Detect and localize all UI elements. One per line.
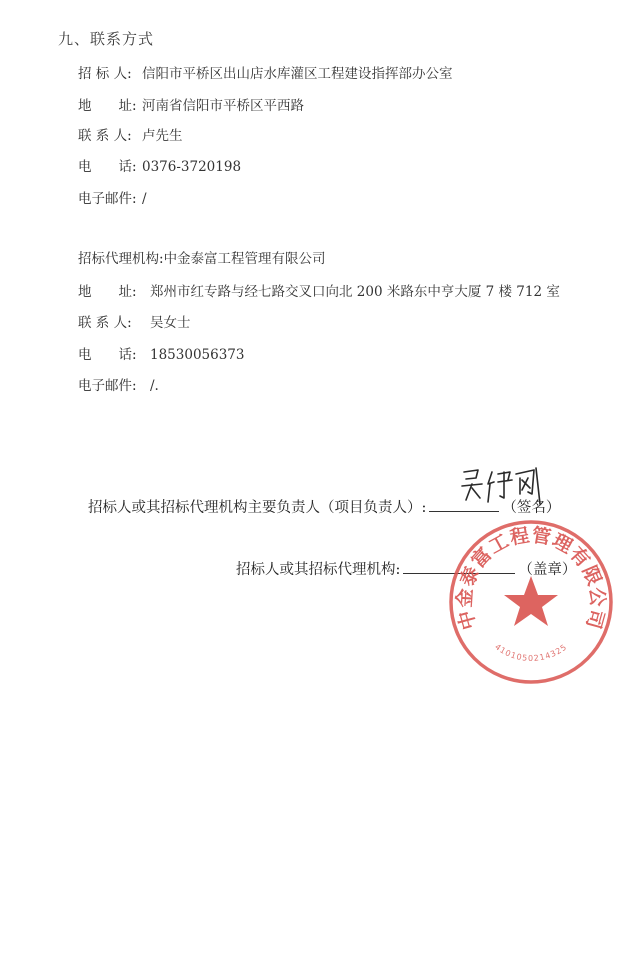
tenderer-name: 信阳市平桥区出山店水库灌区工程建设指挥部办公室 <box>142 66 453 82</box>
leader-signature-label: 招标人或其招标代理机构主要负责人（项目负责人）: <box>88 500 427 516</box>
section-title: 九、联系方式 <box>58 30 155 48</box>
agency-phone-label: 电 话: <box>78 347 137 363</box>
tenderer-address-label: 地 址: <box>78 98 137 114</box>
handwritten-signature <box>458 464 548 510</box>
seal-star-icon <box>504 576 558 626</box>
agency-contact: 吴女士 <box>150 315 191 331</box>
tenderer-address: 河南省信阳市平桥区平西路 <box>142 98 304 114</box>
agency-contact-label: 联 系 人: <box>78 315 132 331</box>
tenderer-email-label: 电子邮件: <box>78 191 137 207</box>
agency-email: /. <box>150 378 159 394</box>
org-seal-suffix: （盖章） <box>518 562 577 578</box>
tenderer-contact: 卢先生 <box>142 128 183 144</box>
tenderer-phone-label: 电 话: <box>78 159 137 175</box>
tenderer-contact-label: 联 系 人: <box>78 128 132 144</box>
company-seal-stamp <box>447 518 615 686</box>
tenderer-address-row <box>78 94 304 114</box>
seal-code: 4101050214325 <box>493 642 569 663</box>
agency-name-label: 招标代理机构: <box>78 251 164 267</box>
tenderer-email: / <box>142 191 147 207</box>
agency-address-row <box>78 280 560 300</box>
agency-phone: 18530056373 <box>150 347 245 363</box>
tenderer-name-row <box>78 62 453 82</box>
agency-email-label: 电子邮件: <box>78 378 137 394</box>
agency-address: 郑州市红专路与经七路交叉口向北 200 米路东中亨大厦 7 楼 712 室 <box>150 284 560 300</box>
tenderer-phone-row <box>78 155 241 175</box>
tenderer-contact-row <box>78 124 183 144</box>
agency-name-row <box>78 247 326 267</box>
agency-phone-row <box>78 343 244 363</box>
agency-name: 中金泰富工程管理有限公司 <box>163 251 326 267</box>
leader-signature-suffix: （签名） <box>502 500 561 516</box>
tenderer-name-label: 招 标 人: <box>78 66 132 82</box>
tenderer-phone: 0376-3720198 <box>142 159 242 175</box>
agency-address-label: 地 址: <box>78 284 137 300</box>
seal-text: 中金泰富工程管理有限公司 <box>453 524 609 633</box>
agency-email-row <box>78 374 159 394</box>
svg-text:4101050214325 <box>493 642 569 663</box>
leader-signature-blank <box>429 510 499 512</box>
org-seal-label: 招标人或其招标代理机构: <box>236 562 401 578</box>
agency-contact-row <box>78 311 191 331</box>
tenderer-email-row <box>78 187 147 207</box>
